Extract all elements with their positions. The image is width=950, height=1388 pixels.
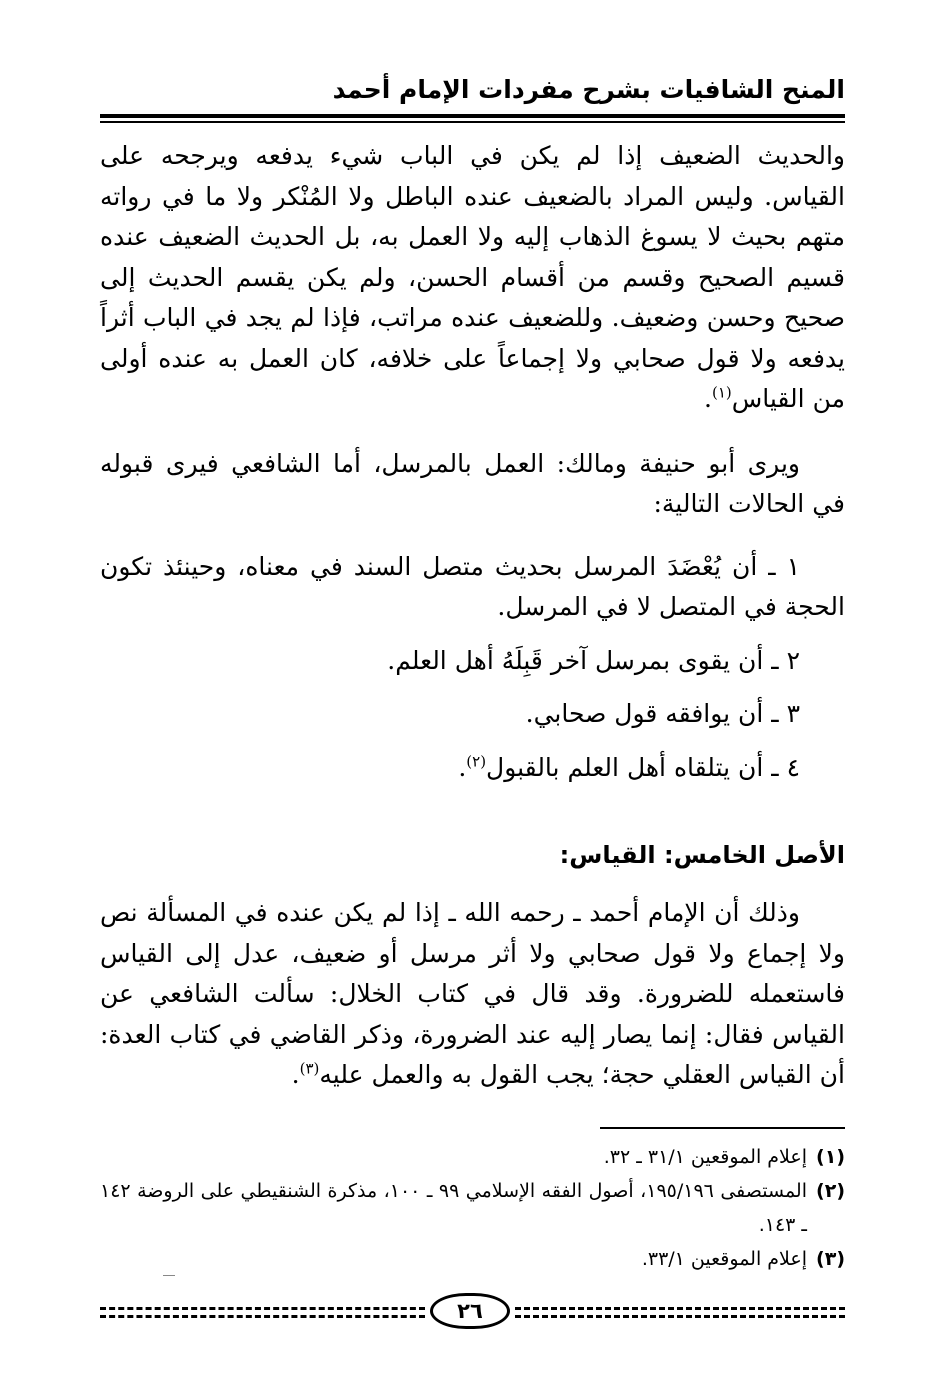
footer-dash-line — [515, 1307, 845, 1310]
header-rule-thick — [100, 114, 845, 118]
header-rule-thin — [100, 121, 845, 123]
footer-dash-line — [515, 1315, 845, 1318]
list-item-end: . — [458, 752, 467, 782]
main-text — [100, 136, 845, 788]
running-header: المنح الشافيات بشرح مفردات الإمام أحمد — [332, 75, 845, 104]
list-item-2: ٢ ـ أن يقوى بمرسل آخر قَبِلَهُ أهل العلم. — [387, 645, 800, 675]
footnote-1 — [100, 1140, 845, 1174]
footnote-separator — [600, 1127, 845, 1129]
footer-dash-line — [100, 1307, 425, 1310]
footnote-text: إعلام الموقعين ٣١/١ ـ ٣٢. — [603, 1146, 807, 1168]
page-footer — [100, 1293, 845, 1337]
footnote-3 — [100, 1242, 845, 1276]
footnote-2 — [100, 1174, 845, 1242]
page-number: ٢٦ — [430, 1293, 510, 1329]
paragraph-text: وذلك أن الإمام أحمد ـ رحمه الله ـ إذا لم يكن عنده في المسألة نص ولا إجماع ولا قول صحابي ولا أثر مرسل أو ضعيف، عدل إلى القياس فاستعمله للضرورة. وقد قال في كتاب الخلال: سألت الشافعي عن القياس فقال: إنما يصار إليه عند الضرورة، وذكر القاضي في كتاب العدة: أن القياس العقلي حجة؛ يجب القول به والعمل عليه — [100, 898, 845, 1089]
footnote-number: (٣) — [816, 1248, 845, 1270]
footnote-number: (١) — [816, 1146, 845, 1168]
footnote-ref-3: (٣) — [299, 1059, 320, 1078]
footnotes — [100, 1140, 845, 1276]
paragraph-end: . — [291, 1060, 300, 1089]
list-item-4 — [100, 748, 845, 789]
footnote-ref-2: (٢) — [466, 752, 487, 771]
footnote-ref-1: (١) — [711, 383, 732, 402]
paragraph-end: . — [704, 384, 712, 413]
paragraph-weak-hadith — [100, 136, 845, 420]
section-heading: الأصل الخامس: القياس: — [559, 841, 845, 869]
list-item-text: ٤ ـ أن يتلقاه أهل العلم بالقبول — [486, 752, 800, 782]
footer-dash-line — [100, 1315, 425, 1318]
footnote-text: إعلام الموقعين ٣٣/١. — [641, 1248, 807, 1270]
list-item-3: ٣ ـ أن يوافقه قول صحابي. — [525, 699, 800, 728]
stray-mark — [163, 1275, 175, 1276]
paragraph-mursal: ويرى أبو حنيفة ومالك: العمل بالمرسل، أما الشافعي فيرى قبوله في الحالات التالية: — [100, 448, 845, 518]
footnote-number: (٢) — [816, 1180, 845, 1202]
paragraph-qiyas — [100, 893, 845, 1096]
list-item-1: ١ ـ أن يُعْضَدَ المرسل بحديث متصل السند في معناه، وحينئذ تكون الحجة في المتصل لا في المرسل. — [100, 551, 845, 621]
paragraph-text: والحديث الضعيف إذا لم يكن في الباب شيء يدفعه ويرجحه على القياس. وليس المراد بالضعيف عنده الباطل ولا المُنْكر ولا ما في رواته متهم بحيث لا يسوغ الذهاب إليه ولا العمل به، بل الحديث الضعيف عنده قسيم الصحيح وقسم من أقسام الحسن، ولم يكن يقسم الحديث إلى صحيح وحسن وضعيف. وللضعيف عنده مراتب، فإذا لم يجد في الباب أثراً يدفعه ولا قول صحابي ولا إجماعاً على خلافه، كان العمل به عنده أولى من القياس — [100, 141, 845, 413]
footnote-text: المستصفى ١٩٥/١٩٦، أصول الفقه الإسلامي ٩٩ ـ ١٠٠، مذكرة الشنقيطي على الروضة ١٤٢ ـ ١٤٣. — [100, 1180, 808, 1236]
